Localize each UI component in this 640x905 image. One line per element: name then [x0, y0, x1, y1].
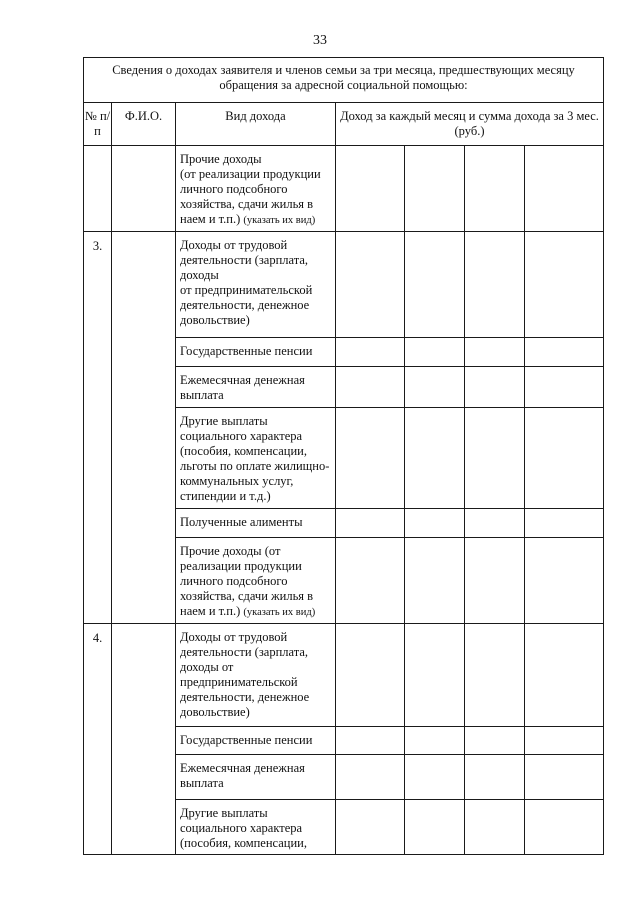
- month-1-amount-cell[interactable]: [336, 338, 405, 367]
- month-2-amount-cell[interactable]: [405, 408, 465, 509]
- income-type-label: Прочие доходы (от реализации продукции личного подсобного хозяйства, сдачи жилья в наем и т.п.): [180, 152, 321, 226]
- income-type-note: (указать их вид): [243, 215, 316, 226]
- table-header-row: [84, 103, 604, 146]
- income-type-cell: [176, 232, 336, 338]
- month-1-amount-cell[interactable]: [336, 146, 405, 232]
- month-3-amount-cell[interactable]: [465, 755, 525, 800]
- income-type-label: Государственные пенсии: [180, 344, 313, 358]
- month-1-amount-cell[interactable]: [336, 232, 405, 338]
- table-row: [84, 232, 604, 338]
- fio-cell[interactable]: [112, 146, 176, 232]
- table-row: [84, 146, 604, 232]
- header-num: № п/п: [84, 103, 112, 146]
- income-type-cell: [176, 509, 336, 538]
- income-type-cell: [176, 146, 336, 232]
- month-2-amount-cell[interactable]: [405, 624, 465, 727]
- income-type-cell: [176, 367, 336, 408]
- income-type-note: (указать их вид): [243, 607, 316, 618]
- month-3-amount-cell[interactable]: [465, 338, 525, 367]
- table-row: [84, 624, 604, 727]
- total-amount-cell[interactable]: [525, 408, 604, 509]
- row-number-cell: [84, 146, 112, 232]
- month-1-amount-cell[interactable]: [336, 755, 405, 800]
- month-2-amount-cell[interactable]: [405, 509, 465, 538]
- income-type-cell: [176, 338, 336, 367]
- month-3-amount-cell[interactable]: [465, 408, 525, 509]
- total-amount-cell[interactable]: [525, 624, 604, 727]
- month-2-amount-cell[interactable]: [405, 755, 465, 800]
- row-number-cell: 3.: [84, 232, 112, 624]
- income-type-cell: [176, 755, 336, 800]
- income-type-cell: [176, 800, 336, 855]
- total-amount-cell[interactable]: [525, 338, 604, 367]
- total-amount-cell[interactable]: [525, 509, 604, 538]
- month-2-amount-cell[interactable]: [405, 146, 465, 232]
- income-type-label: Другие выплаты социального характера (пособия, компенсации,: [180, 806, 307, 850]
- income-type-label: Полученные алименты: [180, 515, 303, 529]
- header-fio: Ф.И.О.: [112, 103, 176, 146]
- month-3-amount-cell[interactable]: [465, 367, 525, 408]
- income-table: [83, 57, 604, 855]
- month-2-amount-cell[interactable]: [405, 727, 465, 755]
- total-amount-cell[interactable]: [525, 232, 604, 338]
- month-3-amount-cell[interactable]: [465, 624, 525, 727]
- month-2-amount-cell[interactable]: [405, 367, 465, 408]
- month-2-amount-cell[interactable]: [405, 338, 465, 367]
- income-type-label: Ежемесячная денежная выплата: [180, 761, 305, 790]
- header-income-amount: Доход за каждый месяц и сумма дохода за 3 мес. (руб.): [336, 103, 604, 146]
- income-type-label: Доходы от трудовой деятельности (зарплата, доходы от предпринимательской деятельности, денежное довольствие): [180, 238, 313, 327]
- month-1-amount-cell[interactable]: [336, 727, 405, 755]
- total-amount-cell[interactable]: [525, 367, 604, 408]
- total-amount-cell[interactable]: [525, 727, 604, 755]
- income-type-label: Ежемесячная денежная выплата: [180, 373, 305, 402]
- table-title-row: [84, 58, 604, 103]
- income-type-label: Доходы от трудовой деятельности (зарплата, доходы от предпринимательской деятельности, денежное довольствие): [180, 630, 310, 719]
- income-type-cell: [176, 538, 336, 624]
- row-number-cell: 4.: [84, 624, 112, 855]
- income-type-cell: [176, 408, 336, 509]
- total-amount-cell[interactable]: [525, 800, 604, 855]
- income-type-cell: [176, 727, 336, 755]
- income-type-label: Другие выплаты социального характера (пособия, компенсации, льготы по оплате жилищно-коммунальных услуг, стипендии и т.д.): [180, 414, 330, 503]
- fio-cell[interactable]: [112, 232, 176, 624]
- total-amount-cell[interactable]: [525, 755, 604, 800]
- income-type-label: Государственные пенсии: [180, 733, 313, 747]
- month-1-amount-cell[interactable]: [336, 538, 405, 624]
- total-amount-cell[interactable]: [525, 538, 604, 624]
- month-1-amount-cell[interactable]: [336, 367, 405, 408]
- month-1-amount-cell[interactable]: [336, 624, 405, 727]
- month-3-amount-cell[interactable]: [465, 146, 525, 232]
- month-3-amount-cell[interactable]: [465, 232, 525, 338]
- table-title: Сведения о доходах заявителя и членов семьи за три месяца, предшествующих месяцу обращения за адресной социальной помощью:: [84, 58, 604, 103]
- month-1-amount-cell[interactable]: [336, 800, 405, 855]
- header-income-type: Вид дохода: [176, 103, 336, 146]
- total-amount-cell[interactable]: [525, 146, 604, 232]
- page-number: 33: [313, 33, 327, 48]
- fio-cell[interactable]: [112, 624, 176, 855]
- month-3-amount-cell[interactable]: [465, 800, 525, 855]
- income-type-label: Прочие доходы (от реализации продукции личного подсобного хозяйства, сдачи жилья в наем и т.п.): [180, 544, 314, 618]
- month-3-amount-cell[interactable]: [465, 509, 525, 538]
- month-2-amount-cell[interactable]: [405, 538, 465, 624]
- income-type-cell: [176, 624, 336, 727]
- month-2-amount-cell[interactable]: [405, 232, 465, 338]
- month-1-amount-cell[interactable]: [336, 509, 405, 538]
- month-2-amount-cell[interactable]: [405, 800, 465, 855]
- month-3-amount-cell[interactable]: [465, 538, 525, 624]
- month-1-amount-cell[interactable]: [336, 408, 405, 509]
- month-3-amount-cell[interactable]: [465, 727, 525, 755]
